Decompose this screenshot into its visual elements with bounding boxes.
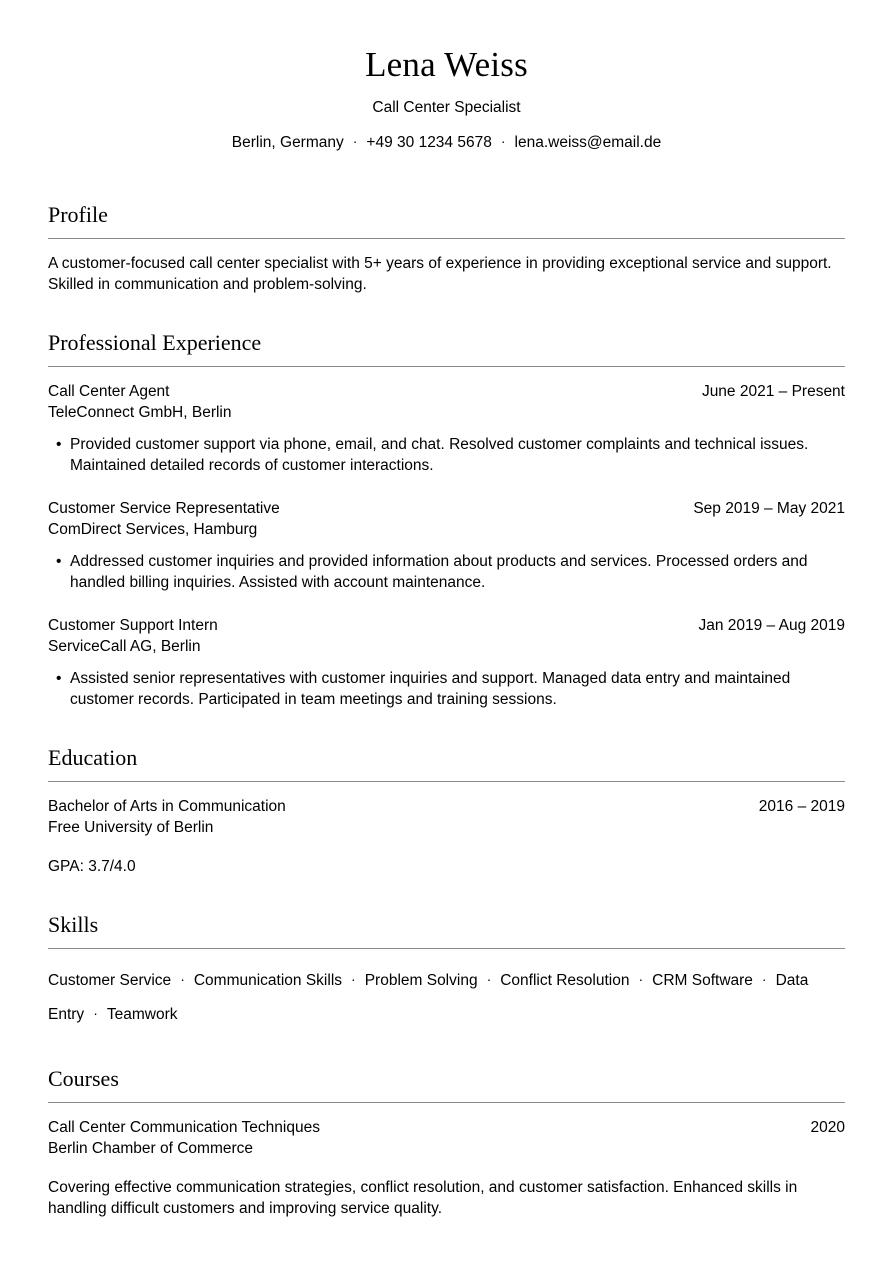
experience-role: Call Center Agent <box>48 383 170 400</box>
education-entry-head <box>48 796 845 817</box>
section-title-profile: Profile <box>48 202 108 227</box>
course-entry <box>48 1117 845 1219</box>
experience-entry <box>48 498 845 593</box>
contact-email[interactable]: lena.weiss@email.de <box>514 134 662 151</box>
skill-separator-icon: · <box>638 971 644 987</box>
experience-date: June 2021 – Present <box>701 383 845 400</box>
skill-item: Customer Service <box>48 972 172 989</box>
contact-separator-icon: · <box>352 133 358 149</box>
section-education <box>48 744 845 877</box>
course-provider: Berlin Chamber of Commerce <box>48 1140 254 1157</box>
skill-item: Conflict Resolution <box>500 972 630 989</box>
experience-bullet-text: Provided customer support via phone, email, and chat. Resolved customer complaints and technical issues. Maintained detailed records of customer interactions. <box>70 436 809 474</box>
experience-bullet-list <box>48 551 845 593</box>
profile-text: A customer-focused call center specialist with 5+ years of experience in providing exceptional service and support. Skilled in communication and problem-solving. <box>48 255 832 293</box>
list-item <box>48 668 845 710</box>
skill-item: CRM Software <box>652 972 753 989</box>
experience-date: Sep 2019 – May 2021 <box>693 500 845 517</box>
education-gpa: GPA: 3.7/4.0 <box>48 858 136 875</box>
section-profile <box>48 201 845 295</box>
candidate-name: Lena Weiss <box>365 45 528 84</box>
experience-organization: ServiceCall AG, Berlin <box>48 638 201 655</box>
education-degree: Bachelor of Arts in Communication <box>48 798 286 815</box>
section-courses <box>48 1065 845 1219</box>
experience-organization: TeleConnect GmbH, Berlin <box>48 404 232 421</box>
section-title-skills: Skills <box>48 912 99 937</box>
experience-role: Customer Support Intern <box>48 617 218 634</box>
section-divider <box>48 238 845 239</box>
skill-separator-icon: · <box>486 971 492 987</box>
course-date: 2020 <box>810 1119 845 1136</box>
skill-item: Problem Solving <box>364 972 478 989</box>
experience-bullet-text: Addressed customer inquiries and provided information about products and services. Processed orders and handled billing inquiries. Assisted with account maintenance. <box>70 553 808 591</box>
experience-organization: ComDirect Services, Hamburg <box>48 521 258 538</box>
course-name: Call Center Communication Techniques <box>48 1119 320 1136</box>
experience-entry <box>48 381 845 476</box>
education-school: Free University of Berlin <box>48 819 214 836</box>
course-description: Covering effective communication strategies, conflict resolution, and customer satisfaction. Enhanced skills in handling difficult customers and improving service quality. <box>48 1179 798 1217</box>
section-title-courses: Courses <box>48 1066 119 1091</box>
skill-separator-icon: · <box>351 971 356 987</box>
section-title-experience: Professional Experience <box>48 330 262 355</box>
contact-phone: +49 30 1234 5678 <box>366 134 492 151</box>
resume-header <box>48 0 845 154</box>
section-divider <box>48 781 845 782</box>
section-divider <box>48 948 845 949</box>
experience-date: Jan 2019 – Aug 2019 <box>698 617 845 634</box>
list-item <box>48 551 845 593</box>
candidate-job-title: Call Center Specialist <box>372 99 521 116</box>
skill-separator-icon: · <box>93 1005 98 1021</box>
bullet-icon: • <box>56 553 62 570</box>
list-item <box>48 434 845 476</box>
section-divider <box>48 1102 845 1103</box>
section-experience <box>48 329 845 710</box>
experience-entry-head <box>48 615 845 636</box>
section-title-education: Education <box>48 745 138 770</box>
skill-separator-icon: · <box>180 971 185 987</box>
experience-bullet-list <box>48 434 845 476</box>
skills-list <box>48 963 845 1031</box>
contact-location: Berlin, Germany <box>231 134 344 151</box>
contact-line <box>48 130 845 154</box>
bullet-icon: • <box>56 436 62 453</box>
experience-entry-head <box>48 381 845 402</box>
education-date: 2016 – 2019 <box>758 798 845 815</box>
experience-entry <box>48 615 845 710</box>
skill-item: Teamwork <box>106 1006 178 1023</box>
education-entry <box>48 796 845 877</box>
experience-bullet-text: Assisted senior representatives with customer inquiries and support. Managed data entry and maintained customer records. Participated in team meetings and training sessions. <box>70 670 791 708</box>
skill-item: Communication Skills <box>193 972 343 989</box>
skill-item: Data Entry <box>48 972 809 1023</box>
experience-entry-head <box>48 498 845 519</box>
experience-role: Customer Service Representative <box>48 500 280 517</box>
bullet-icon: • <box>56 670 62 687</box>
skill-separator-icon: · <box>761 971 767 987</box>
contact-separator-icon: · <box>500 133 506 149</box>
section-divider <box>48 366 845 367</box>
section-skills <box>48 911 845 1031</box>
course-entry-head <box>48 1117 845 1138</box>
experience-bullet-list <box>48 668 845 710</box>
